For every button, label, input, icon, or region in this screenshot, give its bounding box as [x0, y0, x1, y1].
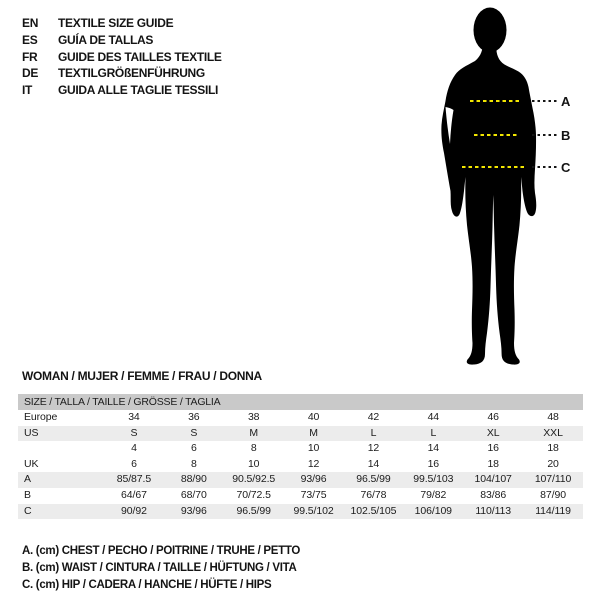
table-cell: 110/113 — [475, 504, 512, 517]
table-cell: S — [130, 426, 138, 439]
table-cell: 6 — [190, 442, 197, 455]
table-cell: 14 — [367, 457, 380, 470]
section-title: WOMAN / MUJER / FEMME / FRAU / DONNA — [22, 369, 262, 383]
hip-marker-label: C — [561, 160, 571, 175]
size-table — [18, 394, 583, 519]
row-label: A — [24, 473, 31, 486]
table-cell: 87/90 — [540, 488, 566, 501]
row-label — [18, 441, 104, 457]
table-cell: 104/107 — [474, 473, 512, 486]
waist-marker-label: B — [561, 128, 571, 143]
waist-leader-line — [532, 134, 558, 136]
table-cell: 34 — [128, 411, 140, 423]
table-row-us-numbers — [18, 441, 583, 457]
table-cell: 16 — [487, 442, 499, 455]
language-row — [22, 65, 222, 82]
table-cell: 106/109 — [414, 504, 452, 517]
language-list — [22, 15, 222, 99]
language-row — [22, 15, 222, 32]
table-cell: 14 — [427, 442, 440, 455]
table-cell: 73/75 — [300, 488, 327, 501]
table-cell: 93/96 — [180, 504, 207, 517]
table-cell: 90.5/92.5 — [232, 473, 276, 486]
chest-marker-label: A — [561, 94, 571, 109]
table-cell: 18 — [487, 457, 499, 470]
table-cell: 38 — [247, 411, 260, 423]
language-title: TEXTILE SIZE GUIDE — [58, 16, 174, 30]
table-cell: 8 — [190, 457, 197, 470]
language-title: GUIDA ALLE TAGLIE TESSILI — [58, 83, 219, 98]
language-code: FR — [22, 49, 38, 64]
hip-dash-line — [462, 166, 524, 168]
language-row — [22, 32, 222, 49]
table-cell: 18 — [547, 442, 559, 455]
table-cell: 85/87.5 — [116, 473, 152, 486]
row-label: Europe — [24, 411, 58, 423]
language-title: TEXTILGRÖßENFÜHRUNG — [58, 66, 205, 81]
row-label: B — [24, 488, 31, 501]
legend-hip: C. (cm) HIP / CADERA / HANCHE / HÜFTE / HIPS — [22, 579, 272, 591]
waist-dash-line — [474, 134, 519, 136]
language-row — [22, 82, 222, 99]
legend-chest: A. (cm) CHEST / PECHO / POITRINE / TRUHE / PETTO — [22, 545, 301, 557]
hip-leader-line — [532, 166, 558, 168]
language-row — [22, 49, 222, 66]
legend-waist: B. (cm) WAIST / CINTURA / TAILLE / HÜFTUNG / VITA — [22, 562, 297, 574]
table-cell: 46 — [487, 411, 499, 423]
table-cell: XXL — [543, 426, 563, 439]
table-row-hip — [18, 504, 583, 520]
table-cell: 44 — [427, 411, 440, 423]
table-cell: M — [249, 426, 259, 439]
table-cell: 96.5/99 — [356, 473, 391, 486]
table-cell: 42 — [367, 411, 380, 423]
table-cell: XL — [486, 426, 500, 439]
table-cell: 36 — [188, 411, 200, 423]
table-cell: 102.5/105 — [350, 504, 397, 517]
table-cell: 6 — [131, 457, 137, 470]
table-cell: 4 — [131, 442, 137, 455]
table-header-bar: SIZE / TALLA / TAILLE / GRÖSSE / TAGLIA — [18, 394, 583, 410]
language-title: GUIDE DES TAILLES TEXTILE — [58, 49, 222, 64]
table-cell: 40 — [307, 411, 320, 423]
table-cell: 99.5/102 — [293, 504, 334, 517]
table-cell: 70/72.5 — [236, 488, 271, 501]
table-cell: 20 — [547, 457, 559, 470]
table-cell: 8 — [250, 442, 257, 455]
table-cell: 48 — [547, 411, 559, 423]
table-row-uk — [18, 457, 583, 473]
chest-leader-line — [532, 100, 558, 102]
table-cell: L — [370, 426, 377, 439]
table-cell: 12 — [307, 457, 320, 470]
row-label: UK — [24, 457, 39, 470]
measurement-legend — [22, 543, 300, 594]
table-cell: 99.5/103 — [413, 473, 454, 486]
table-cell: 12 — [367, 442, 380, 455]
table-cell: 114/119 — [535, 504, 571, 517]
table-cell: S — [190, 426, 198, 439]
table-cell: L — [430, 426, 437, 439]
table-row-waist — [18, 488, 583, 504]
table-cell: 93/96 — [300, 473, 327, 486]
table-cell: 10 — [307, 442, 320, 455]
table-row-europe — [18, 410, 583, 426]
table-row-us-letters — [18, 426, 583, 442]
table-cell: 79/82 — [420, 488, 447, 501]
table-cell: 90/92 — [121, 504, 147, 517]
table-cell: M — [309, 426, 318, 439]
table-cell: 96.5/99 — [236, 504, 271, 517]
row-label: US — [24, 426, 39, 439]
table-cell: 107/110 — [534, 473, 572, 486]
silhouette-body — [441, 41, 536, 365]
table-cell: 88/90 — [180, 473, 207, 486]
table-cell: 16 — [427, 457, 440, 470]
language-code: EN — [22, 16, 39, 30]
table-cell: 76/78 — [360, 488, 387, 501]
woman-silhouette-figure — [430, 5, 560, 370]
table-cell: 64/67 — [121, 488, 147, 501]
table-cell: 83/86 — [480, 488, 507, 501]
language-title: GUÍA DE TALLAS — [58, 32, 154, 47]
table-row-chest — [18, 472, 583, 488]
language-code: ES — [22, 32, 38, 47]
chest-dash-line — [470, 100, 522, 102]
language-code: IT — [22, 83, 33, 98]
table-cell: 10 — [247, 457, 260, 470]
row-label: C — [24, 504, 32, 517]
language-code: DE — [22, 66, 39, 81]
table-cell: 68/70 — [180, 488, 207, 501]
